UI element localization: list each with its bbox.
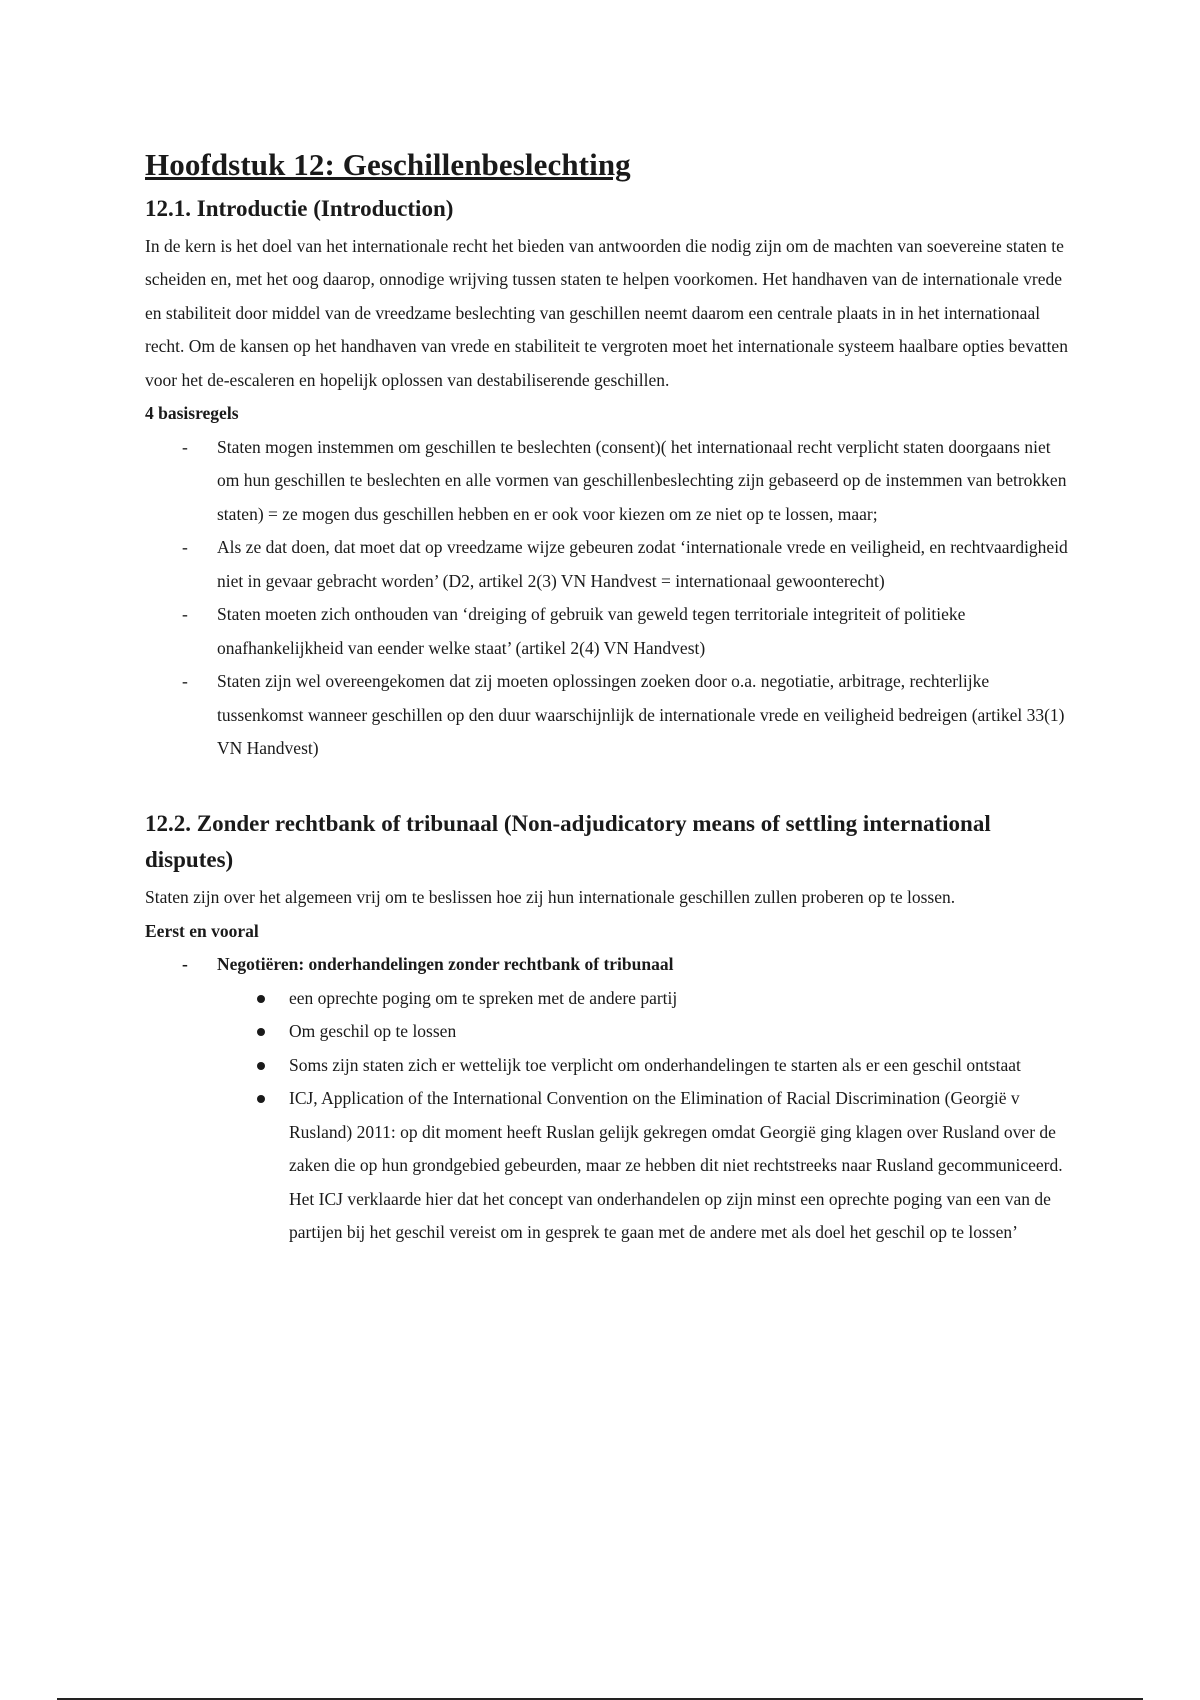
document-page — [145, 146, 1070, 1250]
dash-marker: - — [182, 537, 188, 558]
list-item: - Als ze dat doen, dat moet dat op vreedzame wijze gebeuren zodat ‘internationale vrede en veiligheid, en rechtvaardigheid niet in gevaar gebracht worden’ (D2, artikel 2(3) VN Handvest = internationaal gewoonterecht) — [145, 531, 1070, 598]
list-item: Soms zijn staten zich er wettelijk toe verplicht om onderhandelingen te starten als er een geschil ontstaat — [145, 1049, 1070, 1083]
bullet-dot-icon — [257, 1028, 265, 1036]
negotiation-bullets — [145, 982, 1070, 1250]
list-item: Om geschil op te lossen — [145, 1015, 1070, 1049]
chapter-title: Hoofdstuk 12: Geschillenbeslechting — [145, 147, 631, 182]
dash-marker: - — [182, 604, 188, 625]
section-12-2-intro: Staten zijn over het algemeen vrij om te beslissen hoe zij hun internationale geschillen zullen proberen op te lossen. — [145, 887, 956, 908]
bullet-dot-icon — [257, 1095, 265, 1103]
basisregels-list — [145, 431, 1070, 766]
dash-marker: - — [182, 436, 188, 457]
negotiation-list — [145, 948, 1070, 982]
bullet-dot-icon — [257, 1062, 265, 1070]
section-12-1-intro: In de kern is het doel van het internationale recht het bieden van antwoorden die nodig zijn om de machten van soevereine staten te scheiden en, met het oog daarop, onnodige wrijving tussen staten te helpen voorkomen. Het handhaven van de internationale vrede en stabiliteit door middel van de vreedzame beslechting van geschillen neemt daarom een centrale plaats in in het internationaal recht. Om de kansen op het handhaven van vrede en stabiliteit te vergroten moet het internationale systeem haalbare opties bevatten voor het de-escaleren en hopelijk oplossen van destabiliserende geschillen. — [145, 235, 1068, 390]
section-heading-12-2: 12.2. Zonder rechtbank of tribunaal (Non-adjudicatory means of settling international disputes) — [145, 810, 991, 873]
bullet-dot-icon — [257, 995, 265, 1003]
list-item: - Staten moeten zich onthouden van ‘dreiging of gebruik van geweld tegen territoriale integriteit of politieke onafhankelijkheid van eender welke staat’ (artikel 2(4) VN Handvest) — [145, 598, 1070, 665]
section-heading-12-1: 12.1. Introductie (Introduction) — [145, 195, 454, 221]
list-item: - Staten zijn wel overeengekomen dat zij moeten oplossingen zoeken door o.a. negotiatie, arbitrage, rechterlijke tussenkomst wanneer geschillen op den duur waarschijnlijk de internationale vrede en veiligheid bedreigen (artikel 33(1) VN Handvest) — [145, 665, 1070, 766]
list-item: een oprechte poging om te spreken met de andere partij — [145, 982, 1070, 1016]
list-item: ICJ, Application of the International Convention on the Elimination of Racial Discrimination (Georgië v Rusland) 2011: op dit moment heeft Ruslan gelijk gekregen omdat Georgië ging klagen over Rusland over de zaken die op hun grondgebied gebeurden, maar ze hebben dit niet rechtstreeks naar Rusland gecommuniceerd. Het ICJ verklaarde hier dat het concept van onderhandelen op zijn minst een oprechte poging van een van de partijen bij het geschil vereist om in gesprek te gaan met de andere met als doel het geschil op te lossen’ — [145, 1082, 1070, 1250]
dash-marker: - — [182, 671, 188, 692]
basisregels-label: 4 basisregels — [145, 403, 239, 424]
negotiation-heading-item: - Negotiëren: onderhandelingen zonder rechtbank of tribunaal — [145, 948, 1070, 982]
dash-marker: - — [182, 954, 188, 975]
eerst-en-vooral-label: Eerst en vooral — [145, 920, 259, 941]
list-item: - Staten mogen instemmen om geschillen te beslechten (consent)( het internationaal recht verplicht staten doorgaans niet om hun geschillen te beslechten en alle vormen van geschillenbeslechting zijn gebaseerd op de instemmen van betrokken staten) = ze mogen dus geschillen hebben en er ook voor kiezen om ze niet op te lossen, maar; — [145, 431, 1070, 532]
